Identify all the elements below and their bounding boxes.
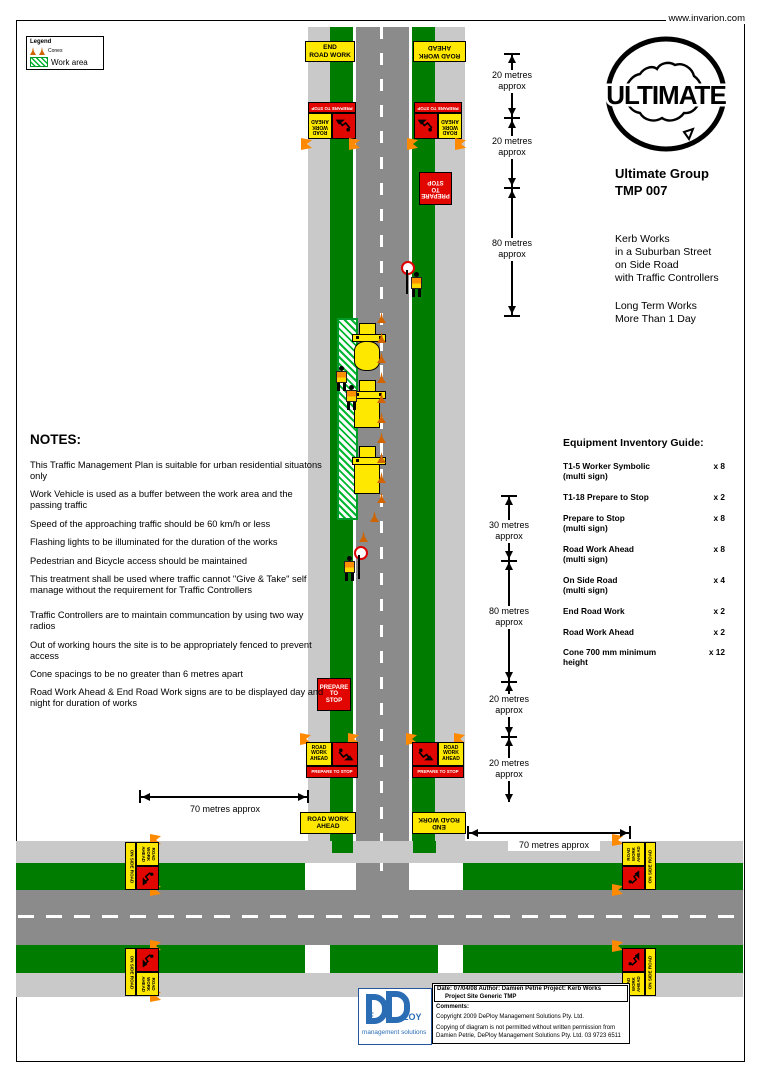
ultimate-logo [598,36,734,158]
sign-road-work-ahead-bottom: ROAD WORK AHEAD [300,812,356,834]
road-work-ahead-panel: WORK AHEAD [622,972,645,996]
inventory-qty: x 2 [713,491,725,502]
prepare-to-stop-strip: PREPARE TO STOP [308,102,356,113]
worker-symbolic-panel [622,948,645,972]
legend-work-area-label: Work area [51,57,88,67]
dim-label-80m: 80 metres approx [482,238,542,261]
website-link[interactable]: www.invarion.com [668,13,745,24]
controller-person [409,272,423,297]
dim-tick [504,117,520,119]
dim-arrow [505,727,513,735]
inventory-title: Equipment Inventory Guide: [563,437,704,449]
road-work-ahead-panel: ROAD WORK AHEAD [622,842,645,866]
desc-line: Kerb Works [615,233,670,245]
notes-section [30,432,324,717]
logo-text: ULTIMATE [606,80,726,110]
on-side-road-strip: ON SIDE ROAD [645,948,656,996]
worker-symbol-icon [415,747,435,762]
work-vehicle-1 [352,323,382,371]
dim-arrow [620,829,628,837]
dim-arrow [508,306,516,314]
deploy-loy: LOY [403,1012,422,1022]
stop-bat-icon [354,546,368,560]
inventory-item: Prepare to Stop (multi sign) x 8 [563,512,725,533]
worker-symbolic-panel [136,948,159,972]
inventory-item: On Side Road (multi sign) x 4 [563,574,725,595]
title-block [432,983,630,1044]
equipment-inventory [563,437,725,679]
note-item: Cone spacings to be no greater than 6 metres apart [30,669,243,680]
sign-end-road-work-bottom: END ROAD WORK [412,812,466,834]
bat-pole [406,270,408,294]
controller-person [342,556,356,581]
road-work-ahead-panel: ROAD WORK AHEAD [438,113,462,139]
worker-icon [344,385,358,410]
traffic-controller-top [400,261,428,301]
note-item: Work Vehicle is used as a buffer between the work area and the passing traffic [30,489,293,511]
notes-title: NOTES: [30,432,82,447]
traffic-cone-icon [39,47,45,55]
truck-body [354,464,380,494]
plan-description [615,233,719,286]
dim-label-20m: 20 metres approx [479,694,539,717]
work-vehicle-3 [352,446,382,494]
bat-pole [358,555,360,579]
permission-line: Copying of diagram is not permitted without written permission from [436,1025,616,1031]
dim-arrow [505,497,513,505]
sign-line: END [323,44,337,52]
on-side-road-strip: ON SIDE ROAD [125,842,136,890]
on-side-road-strip: ON SIDE ROAD [125,948,136,996]
dim-arrow [505,562,513,570]
dim-arrow [298,793,306,801]
legend-title: Legend [30,39,52,45]
worker-symbol-icon [627,869,641,887]
prepare-to-stop-strip: PREPARE TO STOP [414,102,462,113]
dim-tick [504,315,520,317]
dim-arrow [508,190,516,198]
worker-symbol-icon [416,119,436,134]
dim-arrow [142,793,150,801]
tasmania-icon [684,129,693,139]
sign-road-work-ahead-top [413,41,466,62]
dim-line [469,832,629,834]
hroad-verge-botleft [16,945,305,973]
note-item: This treatment shall be used where traffic cannot "Give & Take" self manage without the requirement for Traffic Controllers [30,574,307,596]
multi-sign-hroad-left-top [125,842,159,890]
dim-arrow [505,683,513,691]
inventory-item: Road Work Ahead x 2 [563,626,725,637]
deploy-e: E [368,1011,375,1021]
inventory-qty: x 2 [713,605,725,616]
road-work-ahead-panel: ROAD WORK AHEAD [136,842,159,866]
work-area-swatch [30,57,48,67]
hroad-centerline [18,915,741,918]
dim-label-80m: 80 metres approx [479,606,539,629]
multi-sign-top-right [414,102,462,139]
sign-line: AHEAD [427,44,452,52]
sign-line: ROAD WORK [418,51,461,59]
note-item: Pedestrian and Bicycle access should be maintained [30,555,248,566]
legend [26,36,104,70]
dim-arrow [505,738,513,746]
road-work-ahead-panel: ROAD WORK AHEAD [438,742,464,766]
vroad-sidewalk-right [435,27,465,841]
multi-sign-top-left [308,102,356,139]
dim-arrow [505,794,513,802]
dim-arrow [505,551,513,559]
dim-label-30m: 30 metres approx [479,520,539,543]
worker-symbolic-panel [332,742,358,766]
worker-symbol-icon [627,951,641,969]
inventory-qty: x 2 [713,626,725,637]
multi-sign-bottom-left [306,742,358,778]
dim-line [141,796,307,798]
traffic-controller-bottom [341,546,369,586]
permission-line: Damien Petrie, DePloy Management Solutions Pty. Ltd. 03 9723 6511 [436,1032,621,1039]
deploy-logo [358,988,432,1045]
copyright-line: Copyright 2009 DePloy Management Solutions Pty. Ltd. [436,1013,584,1020]
dim-label-20m: 20 metres approx [479,758,539,781]
road-work-ahead-panel: ROAD WORK AHEAD [306,742,332,766]
inventory-item: T1-5 Worker Symbolic (multi sign) x 8 [563,461,725,481]
multi-sign-hroad-right-top [622,842,656,890]
vroad-verge-right [412,27,435,841]
comments-label: Comments: [436,1004,470,1010]
note-item: Speed of the approaching traffic should be 60 km/h or less [30,518,271,529]
plan-duration [615,300,697,326]
on-side-road-strip: ON SIDE ROAD [645,842,656,890]
note-item: Flashing lights to be illuminated for the duration of the works [30,537,278,548]
site-line: Project Site Generic TMP [445,993,517,1000]
note-item: Out of working hours the site is to be appropriately fenced to prevent access [30,639,312,661]
worker-symbolic-panel [136,866,159,890]
inventory-item: Road Work Ahead (multi sign) x 8 [563,543,725,564]
dim-arrow [470,829,478,837]
dim-label-70m: 70 metres approx [508,840,600,851]
hroad-verge-topleft [16,863,305,890]
inventory-qty: x 8 [713,543,725,554]
inventory-qty: x 12 [708,647,725,658]
worker-symbolic-panel [332,113,356,139]
legend-cones-label: Cones [48,48,63,54]
road-work-ahead-panel: ROAD WORK AHEAD [308,113,332,139]
note-item: Traffic Controllers are to maintain communcation by using two way radios [30,610,304,632]
dim-label-20m: 20 metres approx [482,136,542,159]
worker-symbol-icon [141,869,155,887]
sign-end-road-work-top [305,41,355,62]
inventory-item: Cone 700 mm minimum height x 12 [563,647,725,668]
worker-symbol-icon [334,119,354,134]
tmp-number: TMP 007 [615,182,668,198]
dim-arrow [508,108,516,116]
inventory-item: End Road Work x 2 [563,605,725,616]
dim-tick [307,790,309,803]
traffic-cone-icon [30,47,36,55]
truck-body [354,341,380,371]
worker-symbolic-panel [412,742,438,766]
worker-symbolic-panel [414,113,438,139]
title-block-datecell [434,985,628,1002]
dim-arrow [508,178,516,186]
desc-line: with Traffic Controllers [615,272,719,285]
duration-line: More Than 1 Day [615,313,696,326]
worker-symbolic-panel [622,866,645,890]
sign-prepare-to-stop-top: PREPARE TO STOP [419,172,452,205]
worker-symbol-icon [141,951,155,969]
dim-tick [629,826,631,839]
note-item: This Traffic Management Plan is suitable for urban residential situatons only [30,459,322,481]
prepare-to-stop-strip: PREPARE TO STOP [306,766,358,778]
dim-arrow [505,672,513,680]
dim-label-20m: 20 metres approx [482,70,542,93]
deploy-tagline: management solutions [362,1029,427,1036]
dim-label-70m: 70 metres approx [179,804,271,815]
desc-line: on Side Road [615,259,679,272]
road-work-ahead-panel: ROAD WORK AHEAD [136,972,159,996]
vroad-verge-stub-left [332,841,353,853]
hroad-verge-topright [463,863,743,890]
hroad-verge-botright [463,945,743,973]
vroad-verge-stub-right [413,841,436,853]
brand-title [615,166,709,200]
inventory-item: T1-18 Prepare to Stop x 2 [563,491,725,502]
worker-symbol-icon [335,747,355,762]
duration-line: Long Term Works [615,300,697,312]
prepare-to-stop-strip: PREPARE TO STOP [412,766,464,778]
dim-arrow [508,55,516,63]
inventory-qty: x 4 [713,574,725,585]
note-item: Road Work Ahead & End Road Work signs are to be displayed day and night for duration of works [30,687,324,709]
sign-line: ROAD WORK [309,51,351,59]
hroad-verge-botmid [330,945,438,973]
multi-sign-hroad-left-bottom [125,948,159,996]
group-name: Ultimate Group [615,166,709,181]
sign-prepare-to-stop-bottom: PREPARE TO STOP [317,678,351,711]
multi-sign-bottom-right [412,742,464,778]
inventory-qty: x 8 [713,461,725,471]
desc-line: in a Suburban Street [615,246,712,259]
dim-tick [504,187,520,189]
inventory-qty: x 8 [713,512,725,523]
date-line: Date: 07/04/08 Author: Damien Petrie Project: Kerb Works [437,986,602,992]
dim-arrow [508,120,516,128]
